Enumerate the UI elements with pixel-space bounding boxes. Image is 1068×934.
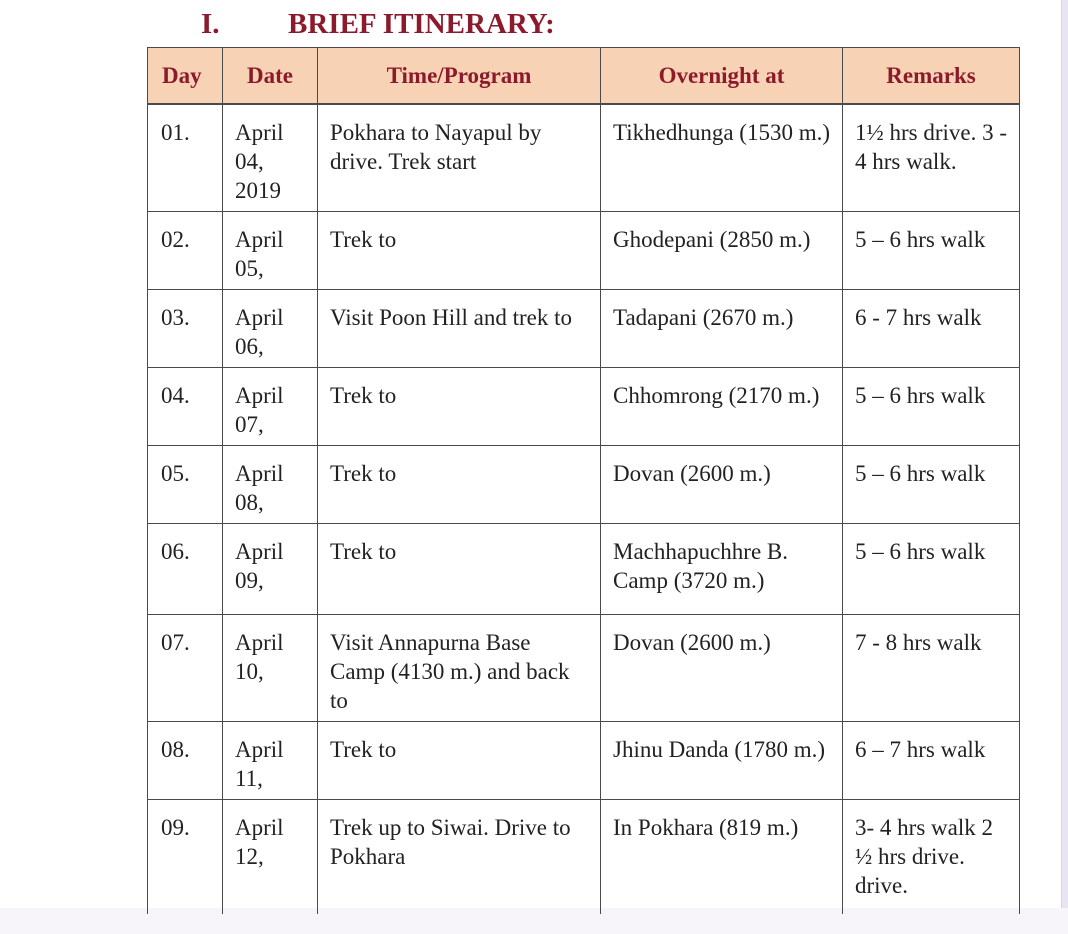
cell-program: Trek to — [318, 368, 601, 446]
cell-program: Pokhara to Nayapul by drive. Trek start — [318, 104, 601, 212]
cell-date: April 11, — [223, 722, 318, 800]
cell-overnight: Tadapani (2670 m.) — [601, 290, 843, 368]
table-row — [148, 104, 1020, 212]
cell-overnight: Ghodepani (2850 m.) — [601, 212, 843, 290]
header-program: Time/Program — [318, 48, 601, 105]
itinerary-table — [147, 47, 1020, 914]
table-row — [148, 446, 1020, 524]
cell-remarks: 1½ hrs drive. 3 - 4 hrs walk. — [843, 104, 1020, 212]
cell-date: April 08, — [223, 446, 318, 524]
cell-program: Trek to — [318, 446, 601, 524]
cell-date: April 12, — [223, 800, 318, 914]
cell-program: Visit Annapurna Base Camp (4130 m.) and back to — [318, 615, 601, 722]
cell-day: 03. — [148, 290, 223, 368]
cell-day: 01. — [148, 104, 223, 212]
cell-date: April 07, — [223, 368, 318, 446]
cell-remarks: 6 – 7 hrs walk — [843, 722, 1020, 800]
cell-date: April 04, 2019 — [223, 104, 318, 212]
cell-day: 07. — [148, 615, 223, 722]
cell-program: Trek to — [318, 524, 601, 615]
cell-day: 05. — [148, 446, 223, 524]
header-day: Day — [148, 48, 223, 105]
table-row — [148, 524, 1020, 615]
table-row — [148, 615, 1020, 722]
cell-overnight: Jhinu Danda (1780 m.) — [601, 722, 843, 800]
cell-remarks: 5 – 6 hrs walk — [843, 368, 1020, 446]
cell-overnight: Machhapuchhre B. Camp (3720 m.) — [601, 524, 843, 615]
cell-program: Trek up to Siwai. Drive to Pokhara — [318, 800, 601, 914]
table-row — [148, 290, 1020, 368]
header-remarks: Remarks — [843, 48, 1020, 105]
cell-overnight: Chhomrong (2170 m.) — [601, 368, 843, 446]
cell-date: April 05, — [223, 212, 318, 290]
cell-remarks: 5 – 6 hrs walk — [843, 212, 1020, 290]
cell-date: April 06, — [223, 290, 318, 368]
cell-remarks: 6 - 7 hrs walk — [843, 290, 1020, 368]
cell-date: April 10, — [223, 615, 318, 722]
page-edge — [1061, 0, 1068, 910]
cell-day: 02. — [148, 212, 223, 290]
cell-day: 09. — [148, 800, 223, 914]
table-header-row — [148, 48, 1020, 105]
section-number: I. — [201, 8, 220, 40]
cell-overnight: Dovan (2600 m.) — [601, 615, 843, 722]
cell-overnight: In Pokhara (819 m.) — [601, 800, 843, 914]
cell-overnight: Tikhedhunga (1530 m.) — [601, 104, 843, 212]
cell-program: Trek to — [318, 212, 601, 290]
cell-day: 08. — [148, 722, 223, 800]
section-title: BRIEF ITINERARY: — [288, 8, 555, 40]
cell-program: Trek to — [318, 722, 601, 800]
header-date: Date — [223, 48, 318, 105]
cell-program: Visit Poon Hill and trek to — [318, 290, 601, 368]
cell-day: 06. — [148, 524, 223, 615]
cell-day: 04. — [148, 368, 223, 446]
table-row — [148, 800, 1020, 914]
cell-remarks: 5 – 6 hrs walk — [843, 446, 1020, 524]
cell-overnight: Dovan (2600 m.) — [601, 446, 843, 524]
cell-date: April 09, — [223, 524, 318, 615]
header-overnight: Overnight at — [601, 48, 843, 105]
cell-remarks: 7 - 8 hrs walk — [843, 615, 1020, 722]
table-row — [148, 722, 1020, 800]
cell-remarks: 5 – 6 hrs walk — [843, 524, 1020, 615]
cell-remarks: 3- 4 hrs walk 2 ½ hrs drive. drive. — [843, 800, 1020, 914]
table-row — [148, 212, 1020, 290]
table-row — [148, 368, 1020, 446]
